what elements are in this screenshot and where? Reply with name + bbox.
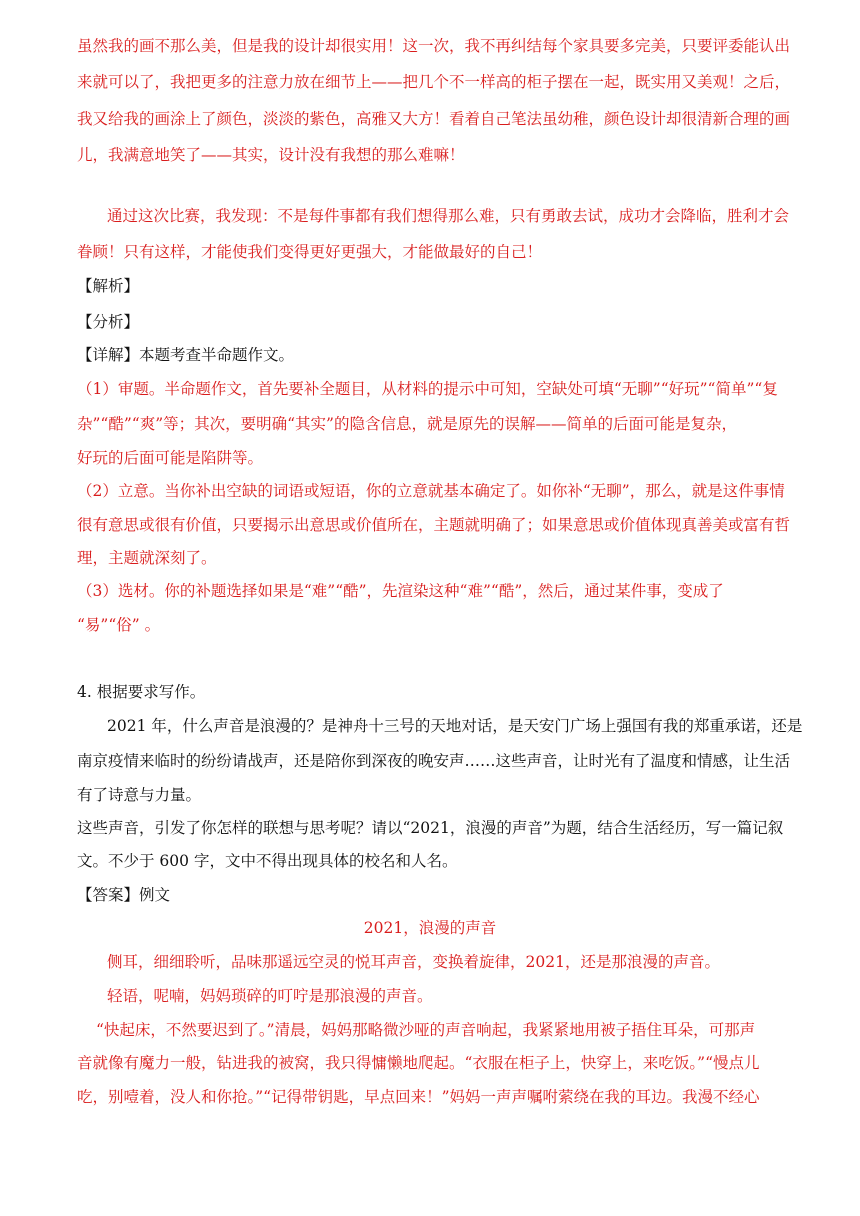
analysis-line: 杂”“酷”“爽”等；其次，要明确“其实”的隐含信息，就是原先的误解——简单的后面可能是复杂，: [77, 415, 737, 433]
xiangjie-text: 本题考查半命题作文。: [139, 346, 295, 364]
essay-line: 虽然我的画不那么美，但是我的设计却很实用！这一次，我不再纠结每个家具要多完美，只要评委能认出: [77, 37, 791, 55]
answer-label: 【答案】: [77, 886, 140, 904]
essay-line: 侧耳，细细聆听，品味那遥远空灵的悦耳声音，变换着旋律，2021，还是那浪漫的声音。: [107, 953, 720, 971]
analysis-line: 理，主题就深刻了。: [77, 549, 217, 567]
xiangjie-row: [77, 345, 294, 365]
answer-text: 例文: [139, 886, 171, 904]
essay-line: 儿，我满意地笑了——其实，设计没有我想的那么难嘛！: [77, 146, 465, 164]
essay-line: 轻语，呢喃，妈妈琐碎的叮咛是那浪漫的声音。: [107, 987, 433, 1005]
analysis-line: （3）选材。你的补题选择如果是“难”“酷”，先渲染这种“难”“酷”，然后，通过某件事，变成了: [77, 582, 724, 600]
question-heading: 4. 根据要求写作。: [77, 683, 206, 701]
analysis-line: （2）立意。当你补出空缺的词语或短语，你的立意就基本确定了。如你补“无聊”，那么，就是这件事情: [77, 482, 785, 500]
essay-line: 音就像有魔力一般，钻进我的被窝，我只得慵懒地爬起。“衣服在柜子上，快穿上，来吃饭。”“慢点儿: [77, 1054, 760, 1072]
prompt-line: 文。不少于 600 字，文中不得出现具体的校名和人名。: [77, 852, 458, 870]
essay-title: 2021，浪漫的声音: [363, 919, 497, 937]
essay-line: 眷顾！只有这样，才能使我们变得更好更强大，才能做最好的自己！: [77, 243, 543, 261]
essay-line: 来就可以了，我把更多的注意力放在细节上——把几个不一样高的柜子摆在一起，既实用又美观！之后，: [77, 73, 791, 91]
essay-line: 通过这次比赛，我发现：不是每件事都有我们想得那么难，只有勇敢去试，成功才会降临，胜利才会: [107, 207, 790, 225]
xiangjie-label: 【详解】: [77, 346, 140, 364]
essay-line: 吃，别噎着，没人和你抢。”“记得带钥匙，早点回来！”妈妈一声声嘱咐萦绕在我的耳边。我漫不经心: [77, 1088, 760, 1106]
analysis-line: （1）审题。半命题作文，首先要补全题目，从材料的提示中可知，空缺处可填“无聊”“好玩”“简单”“复: [77, 380, 778, 398]
analysis-line: 好玩的后面可能是陷阱等。: [77, 449, 264, 467]
prompt-line: 2021 年，什么声音是浪漫的？是神舟十三号的天地对话，是天安门广场上强国有我的郑重承诺，还是: [107, 717, 803, 735]
fenxi-label: 【分析】: [77, 313, 140, 331]
prompt-line: 这些声音，引发了你怎样的联想与思考呢？请以“2021，浪漫的声音”为题，结合生活经历，写一篇记叙: [77, 819, 784, 837]
analysis-line: “易”“俗” 。: [77, 616, 161, 634]
essay-line: “快起床，不然要迟到了。”清晨，妈妈那略微沙哑的声音响起，我紧紧地用被子捂住耳朵，可那声: [96, 1021, 756, 1039]
essay-line: 我又给我的画涂上了颜色，淡淡的紫色，高雅又大方！看着自己笔法虽幼稚，颜色设计却很清新合理的画: [77, 110, 791, 128]
prompt-line: 有了诗意与力量。: [77, 786, 202, 804]
answer-row: [77, 885, 170, 905]
jiexi-label: 【解析】: [77, 277, 140, 295]
prompt-line: 南京疫情来临时的纷纷请战声，还是陪你到深夜的晚安声……这些声音，让时光有了温度和情感，让生活: [77, 752, 791, 770]
analysis-line: 很有意思或很有价值，只要揭示出意思或价值所在，主题就明确了；如果意思或价值体现真善美或富有哲: [77, 516, 791, 534]
